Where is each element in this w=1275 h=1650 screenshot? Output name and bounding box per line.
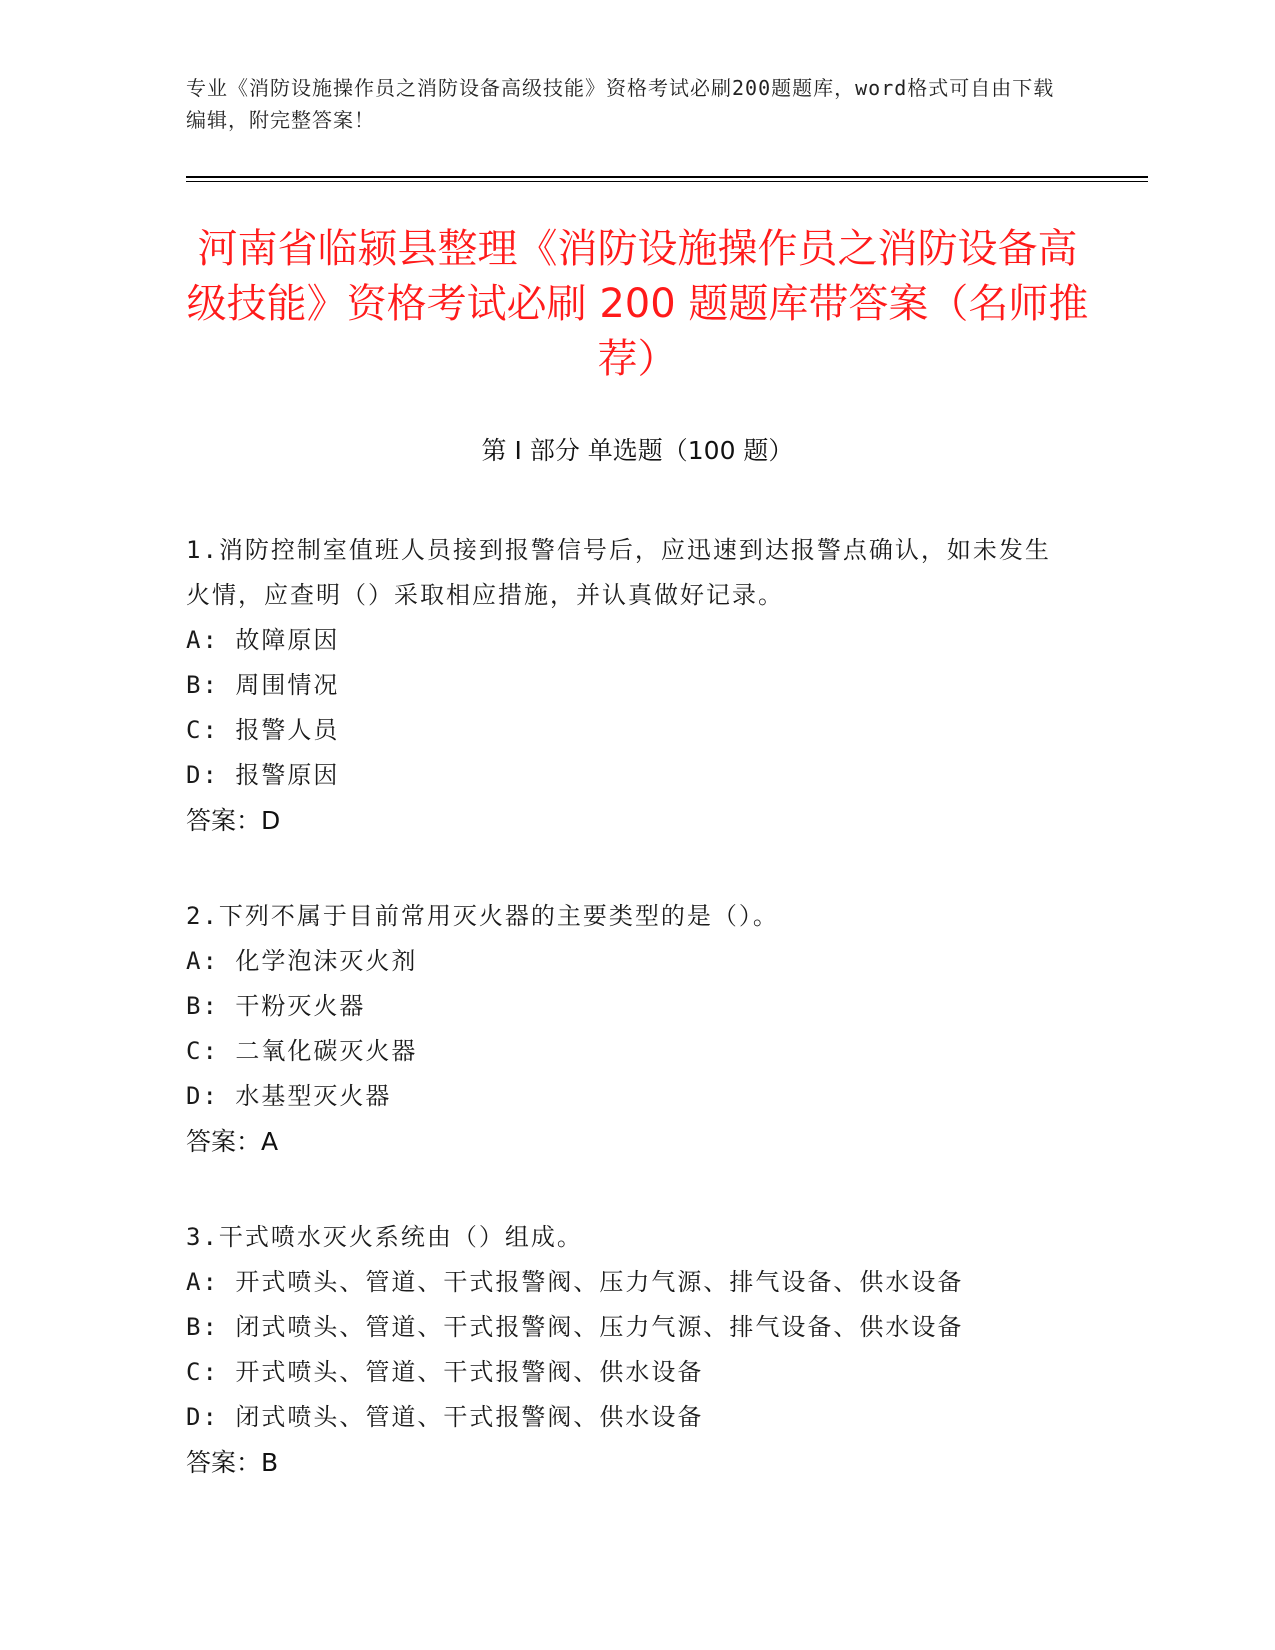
header-rule-thin <box>186 181 1148 182</box>
option-d: D: 水基型灭火器 <box>186 1082 392 1110</box>
question-text: 3.干式喷水灭火系统由（）组成。 <box>186 1223 583 1251</box>
answer: 答案：D <box>186 806 281 835</box>
question-text: 2.下列不属于目前常用灭火器的主要类型的是（）。 <box>186 902 779 930</box>
option-c: C: 开式喷头、管道、干式报警阀、供水设备 <box>186 1358 704 1386</box>
option-d: D: 闭式喷头、管道、干式报警阀、供水设备 <box>186 1403 704 1431</box>
option-b: B: 闭式喷头、管道、干式报警阀、压力气源、排气设备、供水设备 <box>186 1313 964 1341</box>
header-rule-thick <box>186 176 1148 178</box>
question-3 <box>186 1215 1066 1486</box>
option-a: A: 开式喷头、管道、干式报警阀、压力气源、排气设备、供水设备 <box>186 1268 964 1296</box>
question-text: 1.消防控制室值班人员接到报警信号后，应迅速到达报警点确认，如未发生火情，应查明（）采取相应措施，并认真做好记录。 <box>186 536 1051 609</box>
document-title: 河南省临颍县整理《消防设施操作员之消防设备高级技能》资格考试必刷 200 题题库带答案（名师推荐） <box>186 226 1089 382</box>
question-1 <box>186 528 1066 844</box>
option-a: A: 化学泡沫灭火剂 <box>186 947 418 975</box>
option-c: C: 报警人员 <box>186 716 340 744</box>
header-note: 专业《消防设施操作员之消防设备高级技能》资格考试必刷200题题库，word格式可自由下载编辑，附完整答案！ <box>186 76 1055 132</box>
option-c: C: 二氧化碳灭火器 <box>186 1037 418 1065</box>
section-title: 第 I 部分 单选题（100 题） <box>481 436 794 465</box>
question-list <box>186 528 1066 1536</box>
answer: 答案：A <box>186 1127 279 1156</box>
option-d: D: 报警原因 <box>186 761 340 789</box>
option-a: A: 故障原因 <box>186 626 340 654</box>
option-b: B: 干粉灭火器 <box>186 992 366 1020</box>
answer: 答案：B <box>186 1448 279 1477</box>
question-2 <box>186 894 1066 1165</box>
option-b: B: 周围情况 <box>186 671 340 699</box>
